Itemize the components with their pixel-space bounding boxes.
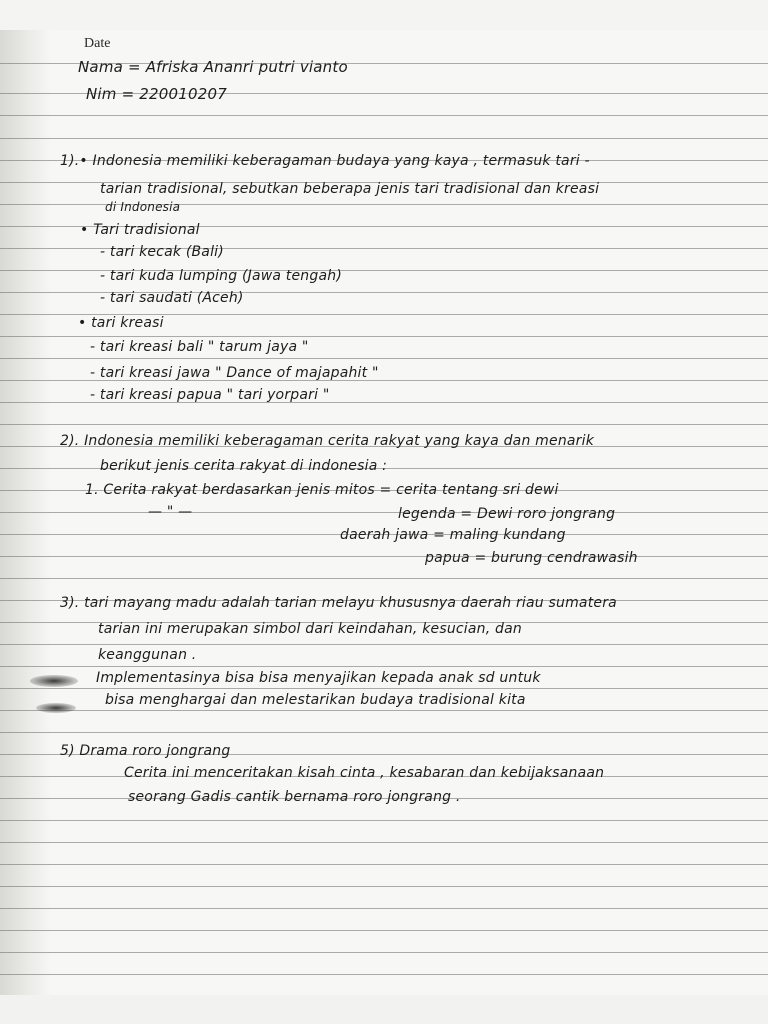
ruled-line xyxy=(0,644,768,645)
ruled-line xyxy=(0,952,768,953)
date-label: Date xyxy=(84,36,111,51)
nim-line: Nim = 220010207 xyxy=(86,85,227,103)
q2-line: — " — xyxy=(148,504,193,520)
q5-line: 5) Drama roro jongrang xyxy=(60,743,231,759)
q1-line: - tari kecak (Bali) xyxy=(100,244,224,260)
ruled-line xyxy=(0,556,768,557)
ruled-line xyxy=(0,864,768,865)
ruled-line xyxy=(0,886,768,887)
q1-line: 1).• Indonesia memiliki keberagaman budaya yang kaya , termasuk tari - xyxy=(60,153,590,169)
q1-line: di Indonesia xyxy=(105,200,181,214)
q1-line: - tari kreasi jawa " Dance of majapahit " xyxy=(90,365,379,381)
ruled-line xyxy=(0,930,768,931)
name-line: Nama = Afriska Ananri putri vianto xyxy=(78,58,348,76)
ruled-line xyxy=(0,710,768,711)
ruled-line xyxy=(0,512,768,513)
ruled-line xyxy=(0,666,768,667)
page-bottom-edge xyxy=(0,995,768,1024)
q2-line: legenda = Dewi roro jongrang xyxy=(398,506,616,522)
q1-line: • Tari tradisional xyxy=(80,222,200,238)
q3-line: keanggunan . xyxy=(98,647,197,663)
q1-line: - tari kuda lumping (Jawa tengah) xyxy=(100,268,342,284)
q1-line: - tari saudati (Aceh) xyxy=(100,290,244,306)
q5-line: seorang Gadis cantik bernama roro jongrang . xyxy=(128,789,461,805)
q5-line: Cerita ini menceritakan kisah cinta , kesabaran dan kebijaksanaan xyxy=(124,765,605,781)
q3-line: Implementasinya bisa bisa menyajikan kepada anak sd untuk xyxy=(96,670,541,686)
q1-line: - tari kreasi bali " tarum jaya " xyxy=(90,339,309,355)
q2-line: 1. Cerita rakyat berdasarkan jenis mitos = cerita tentang sri dewi xyxy=(85,482,559,498)
ruled-line xyxy=(0,578,768,579)
ruled-line xyxy=(0,908,768,909)
ruled-line xyxy=(0,842,768,843)
q3-line: 3). tari mayang madu adalah tarian melayu khususnya daerah riau sumatera xyxy=(60,595,617,611)
ruled-line xyxy=(0,115,768,116)
ruled-line xyxy=(0,138,768,139)
q2-line: 2). Indonesia memiliki keberagaman cerita rakyat yang kaya dan menarik xyxy=(60,433,595,449)
ruled-line xyxy=(0,688,768,689)
q3-line: bisa menghargai dan melestarikan budaya tradisional kita xyxy=(105,692,526,708)
q1-line: tarian tradisional, sebutkan beberapa jenis tari tradisional dan kreasi xyxy=(100,181,600,197)
ruled-line xyxy=(0,358,768,359)
ruled-line xyxy=(0,820,768,821)
q2-line: berikut jenis cerita rakyat di indonesia : xyxy=(100,458,388,474)
q3-line: tarian ini merupakan simbol dari keindahan, kesucian, dan xyxy=(98,621,522,637)
ruled-line xyxy=(0,424,768,425)
ruled-line xyxy=(0,974,768,975)
q1-line: - tari kreasi papua " tari yorpari " xyxy=(90,387,330,403)
ink-smudge xyxy=(30,675,78,687)
notebook-page xyxy=(0,30,768,995)
ink-smudge xyxy=(36,703,76,713)
ruled-line xyxy=(0,336,768,337)
q2-line: daerah jawa = maling kundang xyxy=(340,527,566,543)
ruled-line xyxy=(0,732,768,733)
q2-line: papua = burung cendrawasih xyxy=(425,550,638,566)
q1-line: • tari kreasi xyxy=(78,315,164,331)
